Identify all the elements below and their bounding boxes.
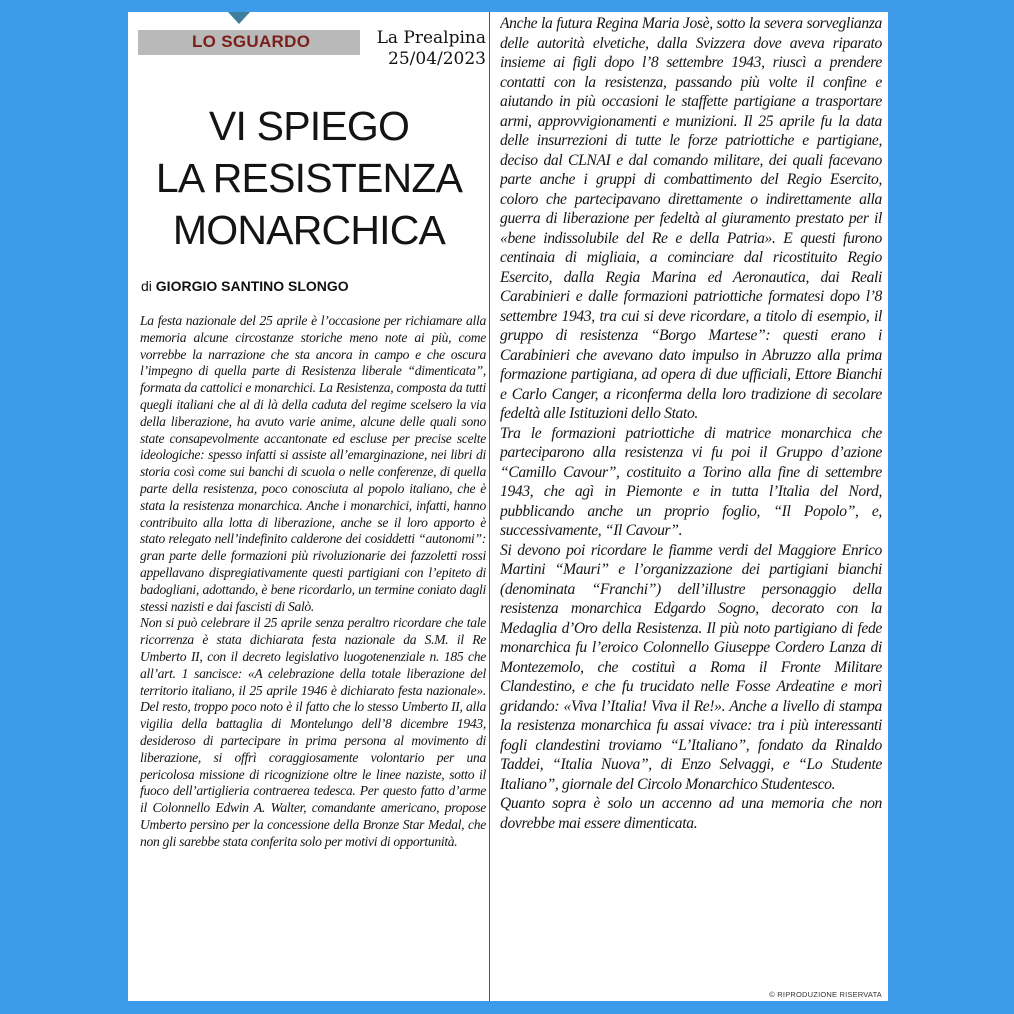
column-divider xyxy=(489,12,490,1001)
byline-prefix: di xyxy=(141,278,152,294)
byline xyxy=(141,278,349,294)
newspaper-clipping xyxy=(128,12,888,1001)
paragraph: La festa nazionale del 25 aprile è l’occasione per richiamare alla memoria alcune circostanze storiche meno note ai più, come vorrebbe la narrazione che sta ancora in campo e che oscura l’impegno di quella parte di Resistenza liberale “dimenticata”, formata da cattolici e monarchici. La Resistenza, composta da tutti quegli italiani che al di là della caduta del regime scelsero la via della liberazione, ha avuto varie anime, alcune delle quali sono state consapevolmente accantonate ed escluse per precise scelte ideologiche: spesso infatti si assiste all’emarginazione, nei libri di storia così come sui banchi di scuola o nelle conferenze, di quella parte della resistenza, poco conosciuta al popolo italiano, che è stata la resistenza monarchica. Anche i monarchici, infatti, hanno contribuito alla lotta di liberazione, anche se il loro apporto è stato relegato nell’indefinito calderone dei cosiddetti “autonomi”: gran parte delle formazioni più rivoluzionarie dei fazzoletti rossi appellavano dispregiativamente questi partigiani con l’epiteto di badogliani, adottando, è bene ricordarlo, un termine coniato dagli stessi nazisti e dai fascisti di Salò. xyxy=(140,313,486,614)
publication-name: La Prealpina xyxy=(376,28,486,48)
rubric-banner xyxy=(138,30,360,55)
left-column xyxy=(128,12,490,1001)
headline-line-3: MONARCHICA xyxy=(172,207,446,253)
rubric-label: LO SGUARDO xyxy=(192,32,311,51)
publication-info xyxy=(377,28,486,70)
paragraph: Non si può celebrare il 25 aprile senza peraltro ricordare che tale ricorrenza è stata dichiarata festa nazionale da S.M. il Re Umberto II, con il decreto legislativo luogotenenziale n. 185 che all’art. 1 sancisce: «A celebrazione della totale liberazione del territorio italiano, il 25 aprile 1946 è dichiarato festa nazionale». Del resto, troppo poco noto è il fatto che lo stesso Umberto II, alla vigilia della battaglia di Montelungo dell’8 dicembre 1943, desideroso di partecipare in prima persona al movimento di liberazione, si offrì coraggiosamente volontario per una pericolosa missione di ricognizione oltre le linee naziste, sotto il fuoco dell’artiglieria contraerea tedesca. Per questo fatto d’arme il Colonnello Edwin A. Walter, comandante americano, propose Umberto persino per la concessione della Bronze Star Medal, che non gli sarebbe stata conferita solo per motivi di opportunità. xyxy=(140,615,486,849)
byline-author: GIORGIO SANTINO SLONGO xyxy=(155,278,349,294)
article-body-left xyxy=(140,313,486,1001)
paragraph: Si devono poi ricordare le fiamme verdi del Maggiore Enrico Martini “Mauri” e l’organizzazione dei partigiani bianchi (denominata “Franchi”) dell’illustre personaggio della resistenza monarchica Edgardo Sogno, decorato con la Medaglia d’Oro della Resistenza. Il più noto partigiano di fede monarchica fu l’eroico Colonnello Giuseppe Cordero Lanza di Montezemolo, che costituì a Roma il Fronte Militare Clandestino, e che fu trucidato nelle Fosse Ardeatine e morì gridando: «Viva l’Italia! Viva il Re!». Anche a livello di stampa la resistenza monarchica fu assai vivace: tra i più interessanti fogli clandestini troviamo “L’Italiano”, fondato da Rinaldo Taddei, “Italia Nuova”, di Enzo Selvaggi, e “Lo Studente Italiano”, giornale del Circolo Monarchico Studentesco. xyxy=(500,541,882,793)
right-column xyxy=(496,12,884,1001)
article-body-right xyxy=(500,14,882,991)
paragraph: Tra le formazioni patriottiche di matrice monarchica che parteciparono alla resistenza vi fu poi il Gruppo d’azione “Camillo Cavour”, costituito a Torino alla fine di settembre 1943, che agì in Piemonte e in tutta l’Italia del Nord, pubblicando anche un proprio foglio, “Il Popolo”, e, successivamente, “Il Cavour”. xyxy=(500,424,882,539)
section-marker-triangle xyxy=(228,12,250,24)
headline xyxy=(128,100,490,256)
copyright-notice: © RIPRODUZIONE RISERVATA xyxy=(769,990,882,999)
paragraph: Quanto sopra è solo un accenno ad una memoria che non dovrebbe mai essere dimenticata. xyxy=(500,795,882,832)
headline-line-1: VI SPIEGO xyxy=(208,103,410,149)
headline-line-2: LA RESISTENZA xyxy=(155,155,463,201)
paragraph: Anche la futura Regina Maria Josè, sotto la severa sorveglianza delle autorità elvetiche, dalla Svizzera dove aveva riparato insieme ai figli dopo l’8 settembre 1943, riuscì a prendere contatti con la resistenza, passando più volte il confine e aiutando in più occasioni le staffette partigiane a trasportare armi, approvvigionamenti e munizioni. Il 25 aprile fu la data delle insurrezioni di tutte le forze patriottiche e partigiane, deciso dal CLNAI e dal comando militare, dei quali facevano parte anche i gruppi di combattimento del Regio Esercito, coloro che partecipavano direttamente o indirettamente alla guerra di liberazione per fedeltà al giuramento prestato per il «bene indissolubile del Re e della Patria». E questi furono centinaia di migliaia, a cominciare dal ricostituito Regio Esercito, dalla Regia Marina ed Aeronautica, dai Reali Carabinieri e dalle formazioni patriottiche formatesi dopo l’8 settembre 1943, tra cui si deve ricordare, a titolo di esempio, il gruppo di resistenza “Borgo Martese”: questi erano i Carabinieri che avevano dato impulso in Abruzzo alla prima formazione partigiana, ad opera di due ufficiali, Ettore Bianchi e Carlo Canger, a riconferma della loro tradizione di secolare fedeltà alle Istituzioni dello Stato. xyxy=(500,15,882,422)
publication-date: 25/04/2023 xyxy=(388,49,486,69)
